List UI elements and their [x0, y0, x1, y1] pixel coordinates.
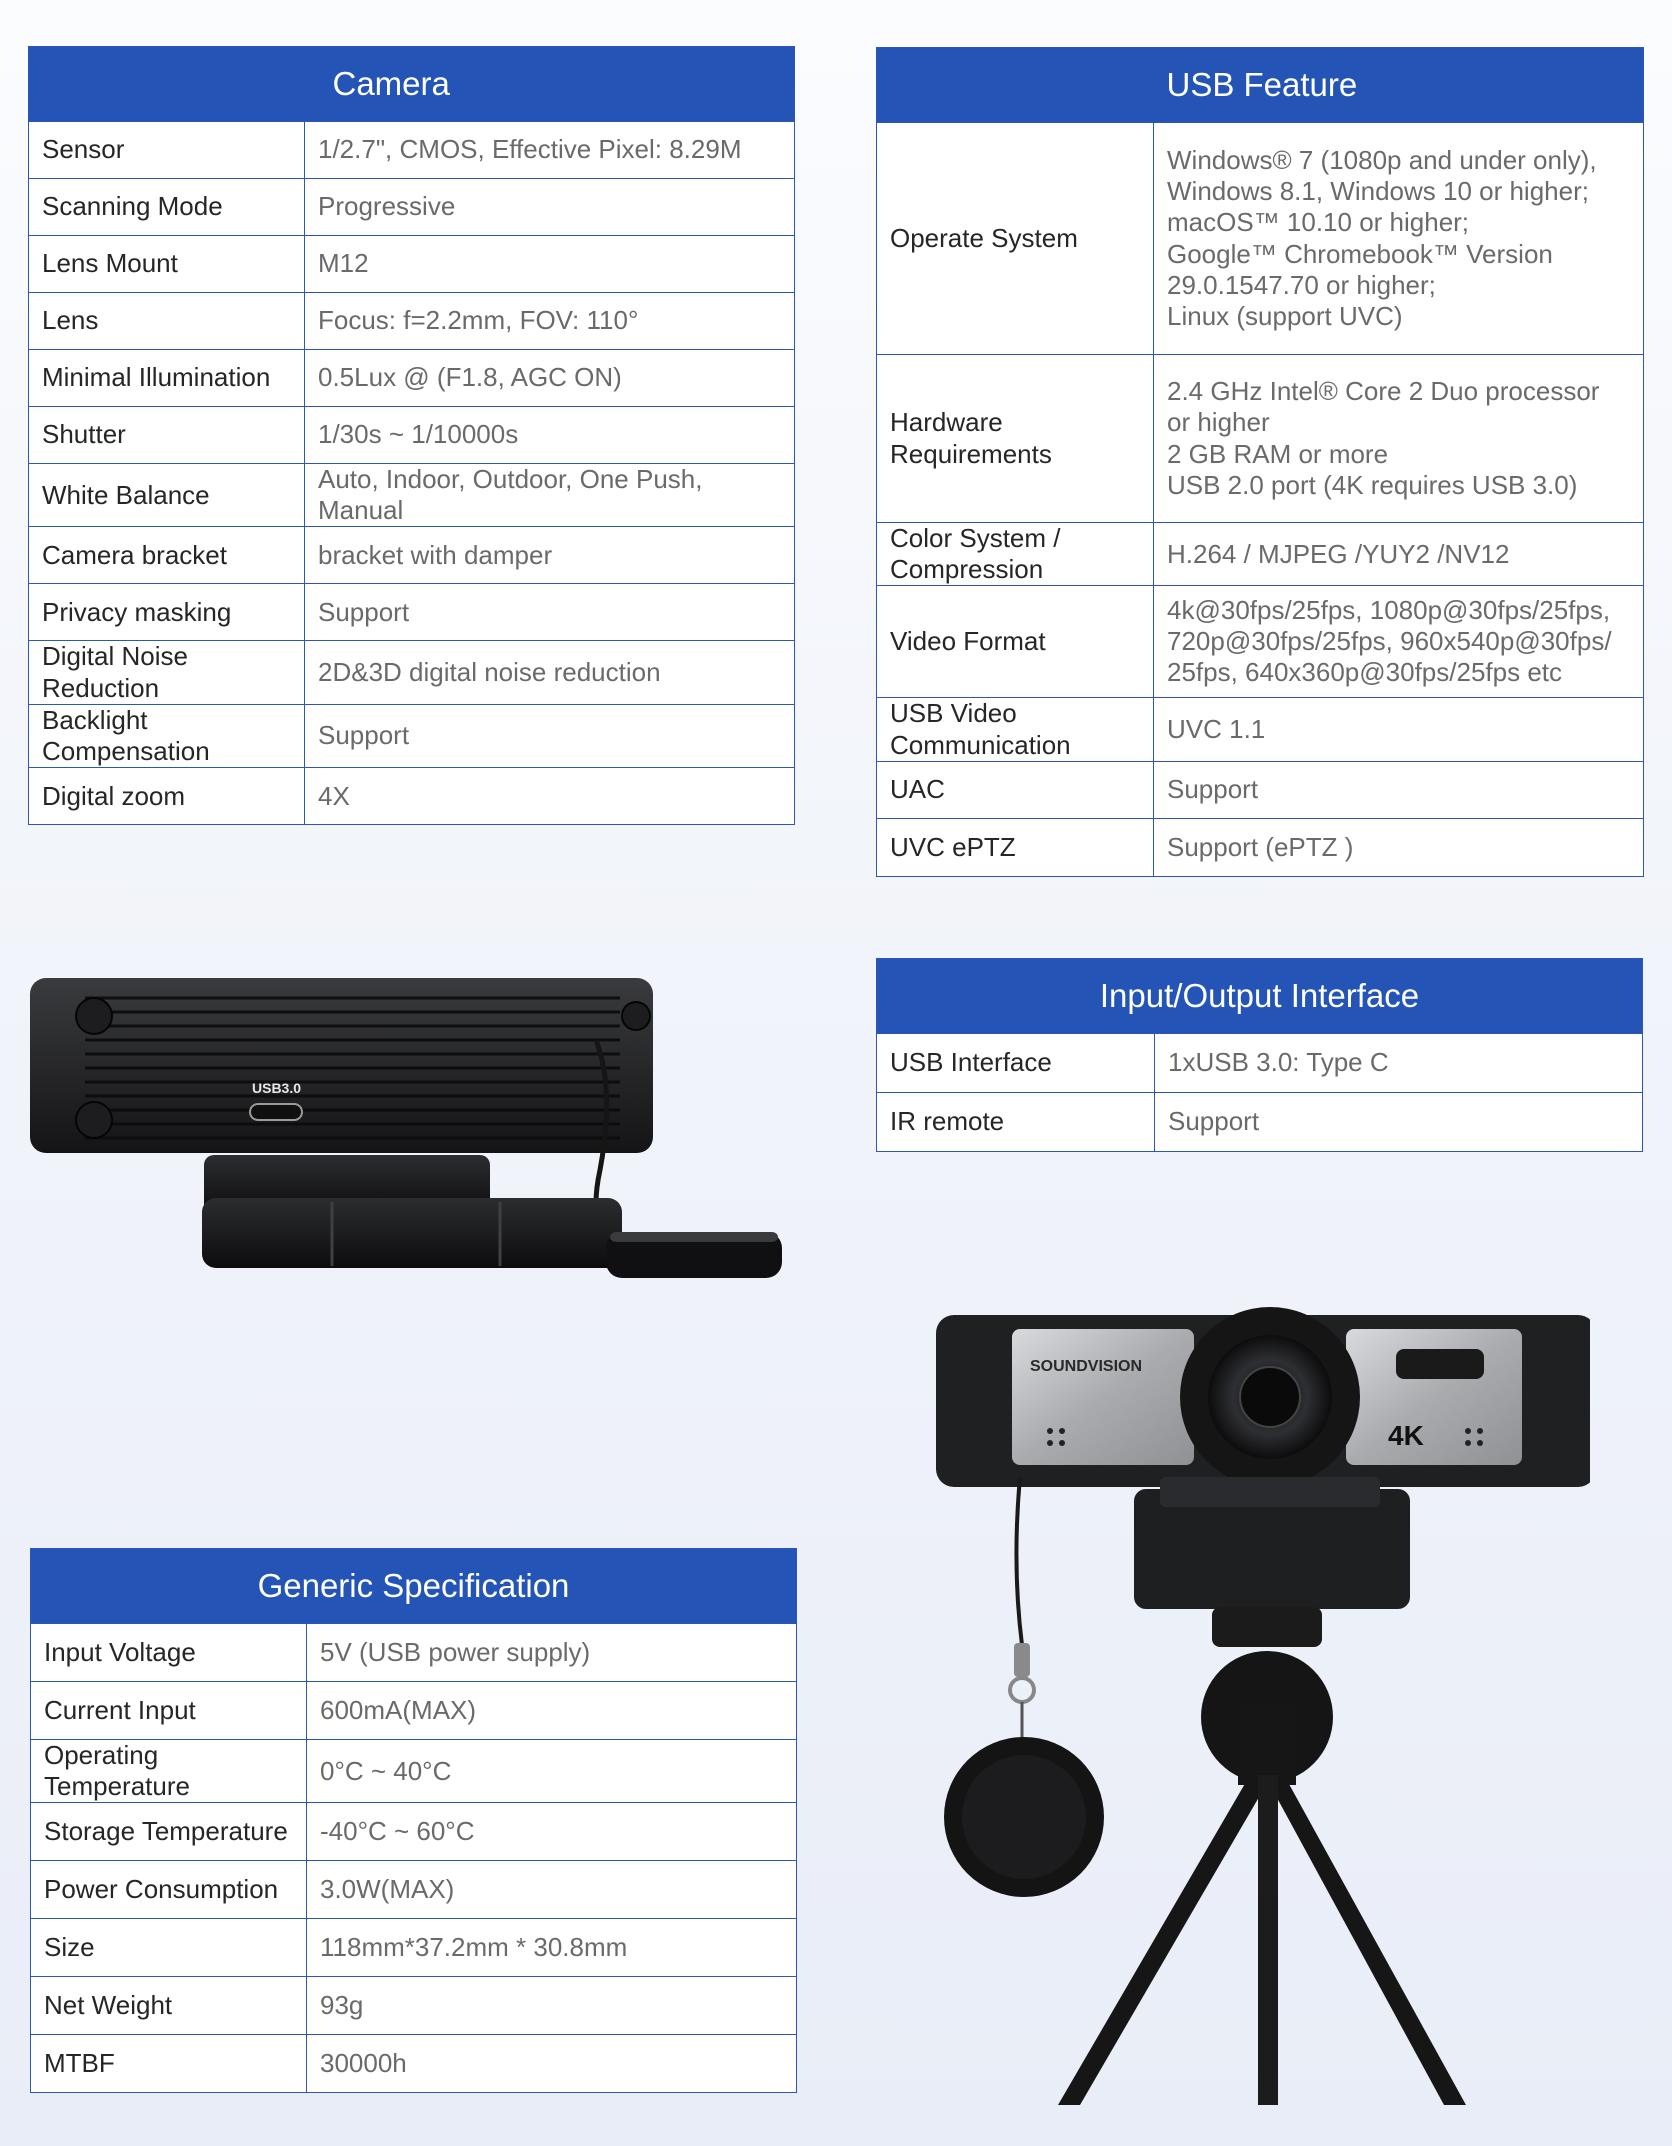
spec-row — [877, 1093, 1643, 1152]
camera-rear-view-image — [30, 970, 790, 1290]
spec-value: 4k@30fps/25fps, 1080p@30fps/25fps, 720p@30fps/25fps, 960x540p@30fps/ 25fps, 640x360p@30fps/25fps etc — [1154, 586, 1644, 698]
spec-label: Digital zoom — [29, 768, 305, 825]
spec-label: UVC ePTZ — [877, 818, 1154, 876]
spec-row — [31, 2035, 797, 2093]
spec-label: Power Consumption — [31, 1861, 307, 1919]
spec-label: Size — [31, 1919, 307, 1977]
spec-value: 1/2.7", CMOS, Effective Pixel: 8.29M — [305, 122, 795, 179]
spec-row — [29, 236, 795, 293]
spec-value: 1/30s ~ 1/10000s — [305, 407, 795, 464]
usb-table-title: USB Feature — [1166, 66, 1358, 103]
spec-label: Privacy masking — [29, 584, 305, 641]
spec-row — [877, 698, 1644, 761]
spec-row — [877, 123, 1644, 355]
spec-value: 600mA(MAX) — [307, 1682, 797, 1740]
io-interface-table — [876, 958, 1643, 1152]
spec-label: White Balance — [29, 464, 305, 527]
spec-label: Sensor — [29, 122, 305, 179]
spec-label: UAC — [877, 761, 1154, 818]
spec-label: USB Interface — [877, 1034, 1155, 1093]
usb-port-label: USB3.0 — [252, 1080, 302, 1096]
spec-value: Auto, Indoor, Outdoor, One Push, Manual — [305, 464, 795, 527]
spec-row — [877, 586, 1644, 698]
spec-value: -40°C ~ 60°C — [307, 1803, 797, 1861]
usb-feature-table — [876, 47, 1644, 877]
spec-value: M12 — [305, 236, 795, 293]
spec-row — [877, 818, 1644, 876]
spec-value: 0.5Lux @ (F1.8, AGC ON) — [305, 350, 795, 407]
spec-row — [29, 584, 795, 641]
spec-value: Progressive — [305, 179, 795, 236]
spec-value: 4X — [305, 768, 795, 825]
spec-row — [29, 464, 795, 527]
spec-label: Camera bracket — [29, 527, 305, 584]
generic-table-title: Generic Specification — [257, 1567, 570, 1604]
spec-label: Lens Mount — [29, 236, 305, 293]
spec-row — [31, 1803, 797, 1861]
spec-value: Support — [1154, 761, 1644, 818]
spec-row — [31, 1919, 797, 1977]
spec-row — [877, 761, 1644, 818]
spec-label: Net Weight — [31, 1977, 307, 2035]
spec-row — [29, 179, 795, 236]
spec-row — [31, 1977, 797, 2035]
spec-label: IR remote — [877, 1093, 1155, 1152]
spec-value: Support — [1155, 1093, 1643, 1152]
spec-label: USB Video Communication — [877, 698, 1154, 761]
spec-value: Support (ePTZ ) — [1154, 818, 1644, 876]
camera-front-tripod-image — [920, 1305, 1590, 2105]
usb-table-header — [877, 48, 1644, 123]
spec-row — [29, 293, 795, 350]
spec-value: 118mm*37.2mm * 30.8mm — [307, 1919, 797, 1977]
spec-value: Support — [305, 584, 795, 641]
spec-label: Storage Temperature — [31, 1803, 307, 1861]
spec-row — [31, 1624, 797, 1682]
spec-value: Support — [305, 704, 795, 767]
brand-logo-text: SOUNDVISION — [1030, 1358, 1143, 1375]
spec-value: 0°C ~ 40°C — [307, 1740, 797, 1803]
spec-label: Video Format — [877, 586, 1154, 698]
spec-value: bracket with damper — [305, 527, 795, 584]
4k-badge: 4K — [1388, 1420, 1424, 1451]
spec-value: H.264 / MJPEG /YUY2 /NV12 — [1154, 523, 1644, 586]
spec-label: Input Voltage — [31, 1624, 307, 1682]
spec-row — [31, 1861, 797, 1919]
camera-table-title: Camera — [332, 65, 450, 102]
generic-spec-table — [30, 1548, 797, 2093]
spec-label: Current Input — [31, 1682, 307, 1740]
spec-label: Operating Temperature — [31, 1740, 307, 1803]
spec-label: Backlight Compensation — [29, 704, 305, 767]
spec-value: 3.0W(MAX) — [307, 1861, 797, 1919]
spec-row — [29, 768, 795, 825]
spec-value: UVC 1.1 — [1154, 698, 1644, 761]
spec-value: 2D&3D digital noise reduction — [305, 641, 795, 704]
spec-value: 1xUSB 3.0: Type C — [1155, 1034, 1643, 1093]
spec-row — [31, 1682, 797, 1740]
spec-value: Windows® 7 (1080p and under only), Windows 8.1, Windows 10 or higher; macOS™ 10.10 or higher; Google™ Chromebook™ Version 29.0.1547.70 or higher; Linux (support UVC) — [1154, 123, 1644, 355]
spec-label: Digital Noise Reduction — [29, 641, 305, 704]
spec-row — [31, 1740, 797, 1803]
spec-row — [877, 355, 1644, 523]
camera-spec-table — [28, 46, 795, 825]
spec-label: Color System / Compression — [877, 523, 1154, 586]
spec-value: 30000h — [307, 2035, 797, 2093]
spec-value: 93g — [307, 1977, 797, 2035]
spec-label: Minimal Illumination — [29, 350, 305, 407]
spec-label: MTBF — [31, 2035, 307, 2093]
spec-label: Hardware Requirements — [877, 355, 1154, 523]
generic-table-header — [31, 1549, 797, 1624]
spec-value: 5V (USB power supply) — [307, 1624, 797, 1682]
spec-row — [29, 350, 795, 407]
spec-row — [29, 407, 795, 464]
io-table-title: Input/Output Interface — [1099, 977, 1420, 1014]
spec-row — [29, 704, 795, 767]
spec-label: Scanning Mode — [29, 179, 305, 236]
spec-label: Lens — [29, 293, 305, 350]
spec-value: Focus: f=2.2mm, FOV: 110° — [305, 293, 795, 350]
spec-row — [877, 523, 1644, 586]
spec-label: Shutter — [29, 407, 305, 464]
spec-row — [29, 641, 795, 704]
io-table-header — [877, 959, 1643, 1034]
camera-table-header — [29, 47, 795, 122]
spec-value: 2.4 GHz Intel® Core 2 Duo processor or higher 2 GB RAM or more USB 2.0 port (4K requires USB 3.0) — [1154, 355, 1644, 523]
spec-label: Operate System — [877, 123, 1154, 355]
spec-row — [29, 527, 795, 584]
spec-row — [877, 1034, 1643, 1093]
spec-row — [29, 122, 795, 179]
